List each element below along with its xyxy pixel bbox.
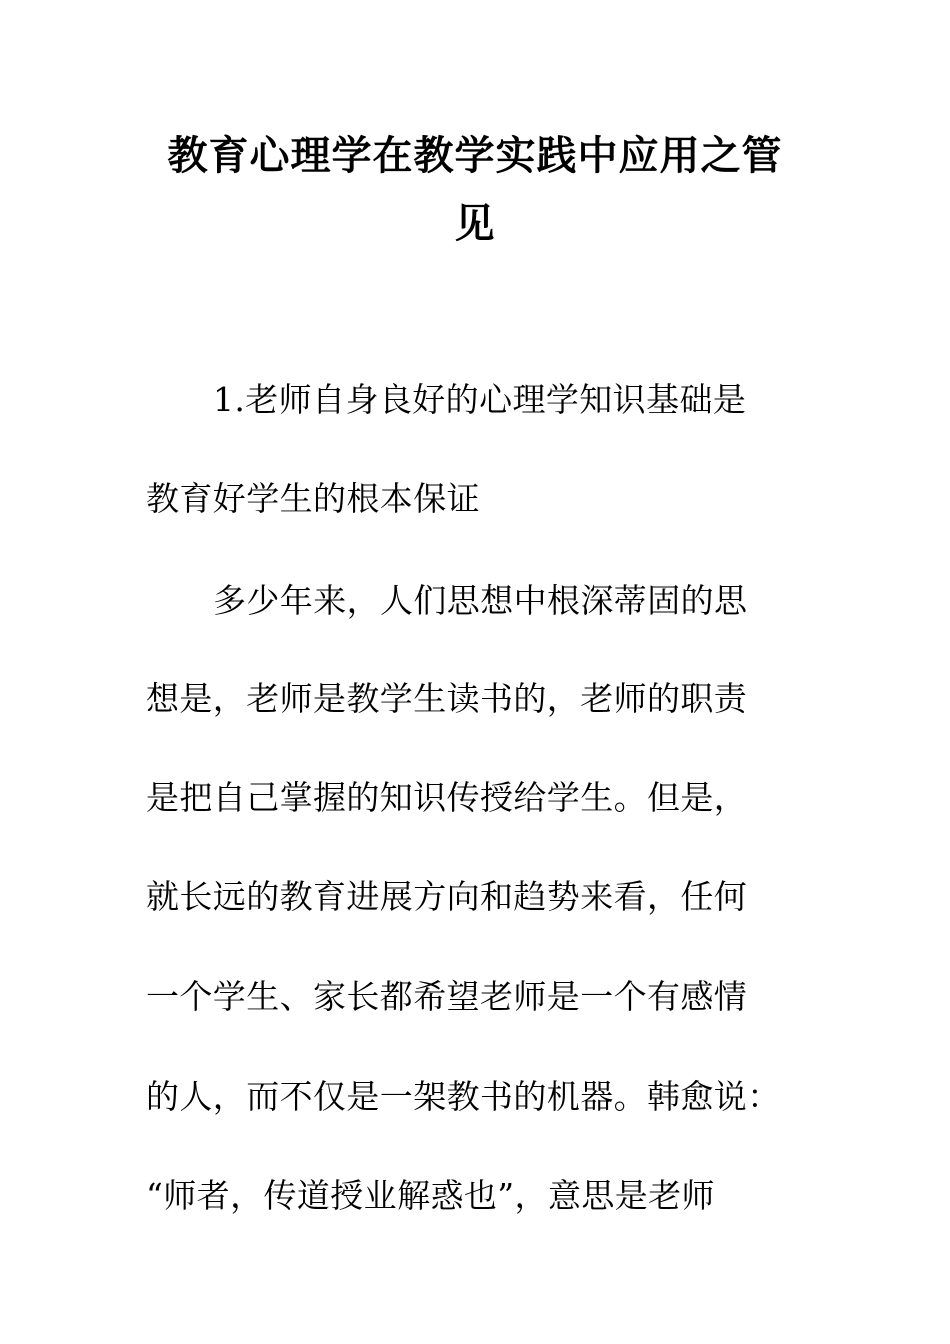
paragraph-line-7: “师者，传道授业解惑也”，意思是老师: [146, 1176, 715, 1215]
section-heading-line-2: 教育好学生的根本保证: [146, 479, 480, 518]
paragraph-line-5: 一个学生、家长都希望老师是一个有感情: [146, 977, 748, 1016]
document-title-line-2: 见: [454, 200, 496, 247]
document-title-line-1: 教育心理学在教学实践中应用之管: [167, 132, 783, 179]
paragraph-line-3: 是把自己掌握的知识传授给学生。但是，: [146, 778, 748, 817]
paragraph-line-4: 就长远的教育进展方向和趋势来看，任何: [146, 877, 748, 916]
paragraph-line-2: 想是，老师是教学生读书的，老师的职责: [146, 679, 748, 718]
paragraph-line-1: 多少年来，人们思想中根深蒂固的思: [213, 581, 748, 620]
section-heading-line-1: 1.老师自身良好的心理学知识基础是: [213, 380, 747, 419]
paragraph-line-6: 的人，而不仅是一架教书的机器。韩愈说：: [146, 1077, 781, 1116]
